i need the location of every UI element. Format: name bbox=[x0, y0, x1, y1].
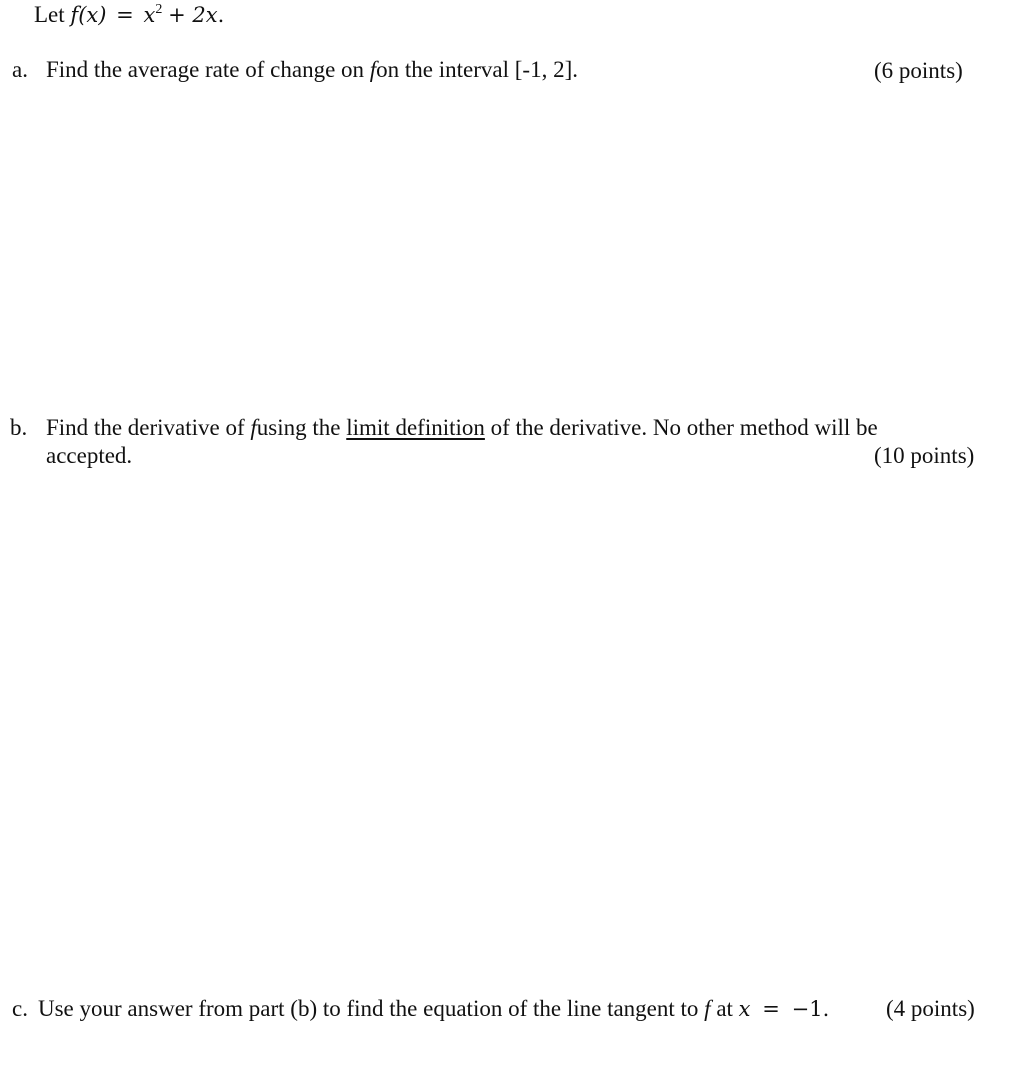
part-c-text-before: Use your answer from part (b) to find the equation of the line tangent to bbox=[38, 996, 699, 1021]
part-a-points: (6 points) bbox=[874, 58, 963, 83]
part-c-label: c. bbox=[12, 996, 28, 1021]
intro-eq: = bbox=[116, 3, 134, 27]
part-c-x: x bbox=[738, 997, 751, 1021]
part-a-text-after: on the interval [-1, 2]. bbox=[376, 57, 578, 82]
function-definition bbox=[34, 1, 224, 29]
part-b-text-before: Find the derivative of bbox=[46, 415, 245, 440]
part-b-f: f bbox=[250, 415, 257, 440]
intro-func-name: f bbox=[70, 3, 79, 27]
part-b-underlined: limit definition bbox=[346, 415, 485, 440]
part-a-f: f bbox=[369, 57, 377, 82]
part-b-text-after: of the derivative. No other method will be bbox=[490, 415, 878, 440]
part-c-f: f bbox=[704, 996, 711, 1021]
part-b-question bbox=[10, 414, 878, 442]
part-a-text-before: Find the average rate of change on bbox=[46, 57, 365, 82]
intro-period: . bbox=[217, 3, 225, 27]
part-b-points: (10 points) bbox=[874, 443, 975, 468]
intro-x: x bbox=[143, 3, 156, 27]
intro-exponent: 2 bbox=[155, 2, 163, 17]
part-c-text-at: at bbox=[716, 996, 733, 1021]
intro-plus-term: + 2x bbox=[168, 3, 218, 27]
intro-let: Let bbox=[34, 2, 65, 27]
part-a-question bbox=[12, 56, 578, 84]
part-c-eq: = bbox=[762, 997, 780, 1021]
part-b-line2: accepted. bbox=[46, 443, 133, 468]
part-c-points: (4 points) bbox=[886, 996, 975, 1021]
part-c-value: −1. bbox=[791, 997, 830, 1021]
part-c-question bbox=[12, 995, 829, 1023]
intro-func-arg: (x) bbox=[78, 3, 107, 27]
part-a-label: a. bbox=[12, 57, 28, 82]
part-b-text-mid: using the bbox=[256, 415, 341, 440]
part-b-label: b. bbox=[10, 415, 28, 440]
